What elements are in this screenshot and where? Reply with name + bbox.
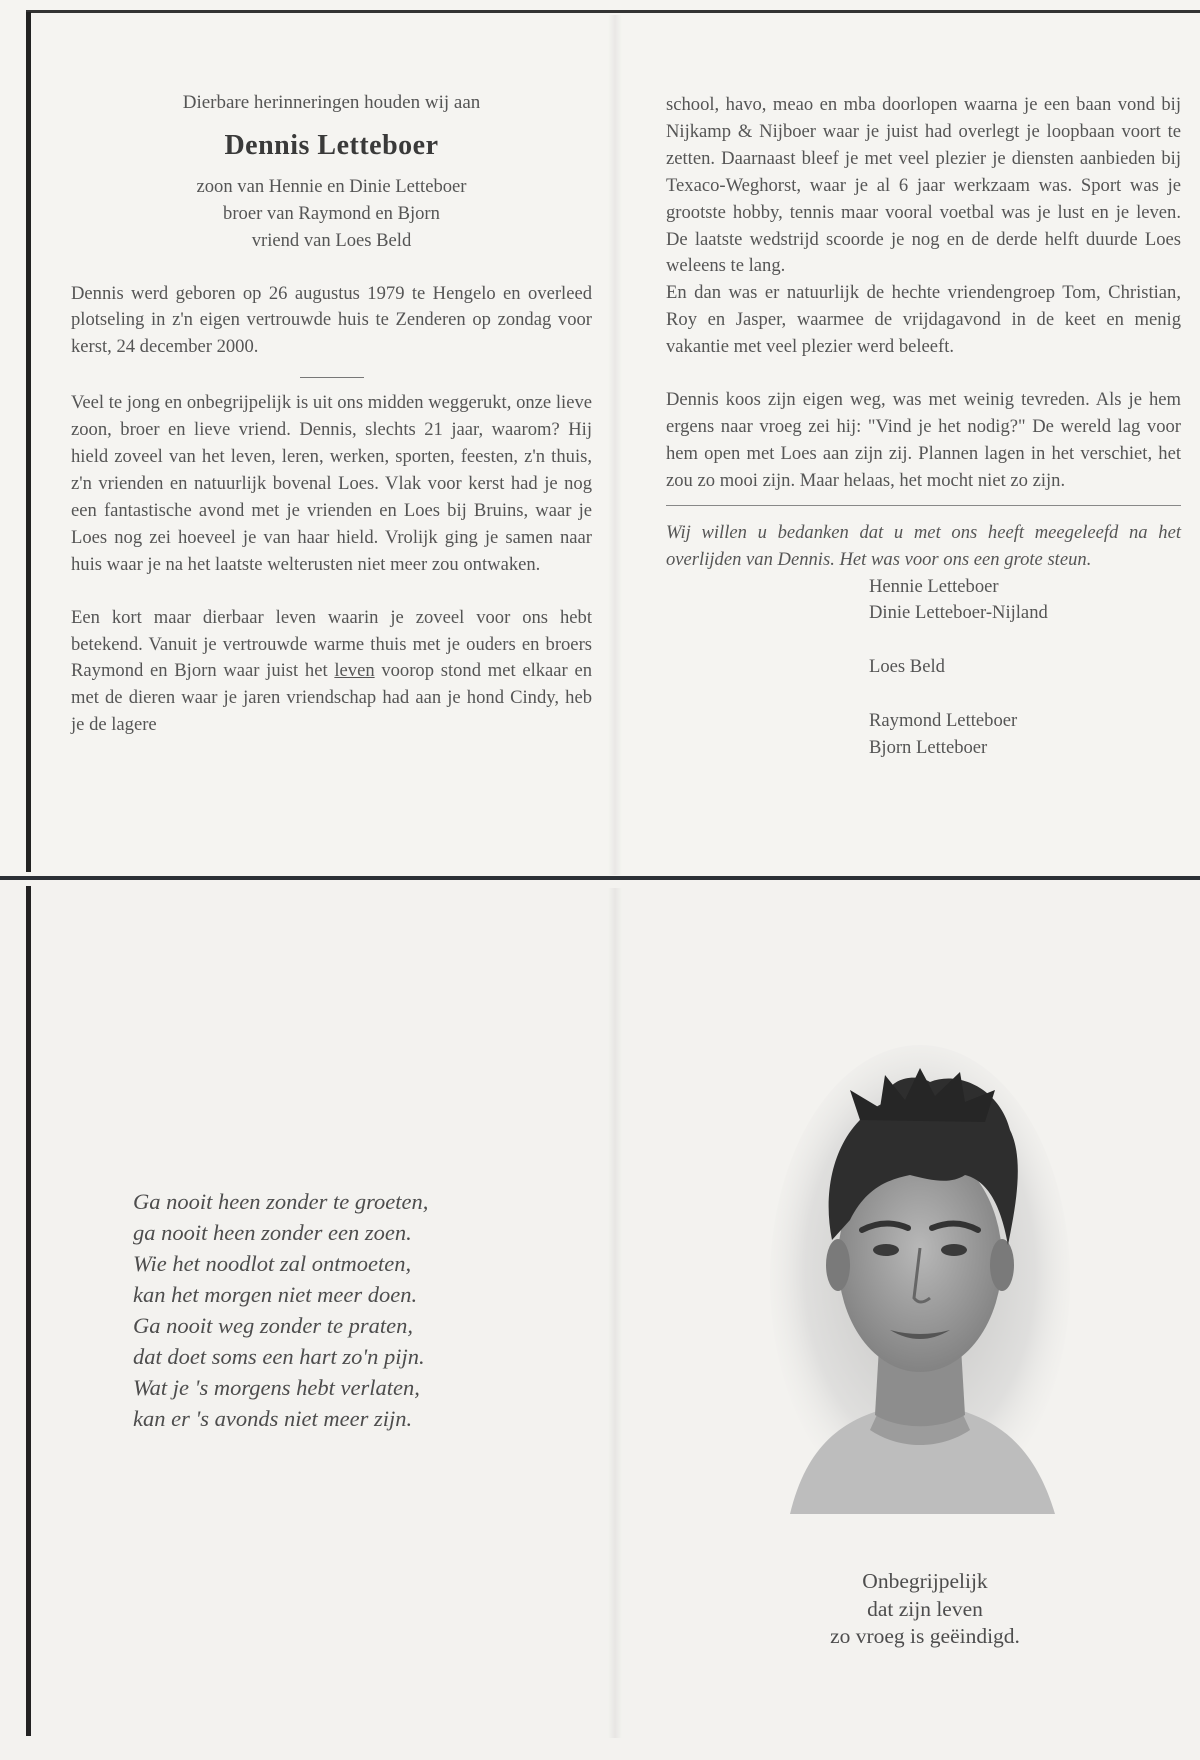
caption-line: dat zijn leven [867,1596,983,1621]
poem-line: kan het morgen niet meer doen. [133,1282,418,1307]
life-paragraph-start: Een kort maar dierbaar leven waarin je zoveel voor ons hebt betekend. Vanuit je vertrouwde warme thuis met je ouders en broers Raymond en Bjorn waar juist het [71,606,592,682]
signers-list [666,574,1181,763]
poem-line: Wie het noodlot zal ontmoeten, [133,1251,412,1276]
poem-line: dat doet soms een hart zo'n pijn. [133,1344,425,1369]
left-text-column [71,90,592,739]
poem-line: Ga nooit weg zonder te praten, [133,1313,413,1338]
life-paragraph [71,605,592,740]
relation-line: broer van Raymond en Bjorn [223,202,440,224]
spacer [666,361,1181,387]
spacer [71,255,592,281]
poem-line: ga nooit heen zonder een zoen. [133,1220,412,1245]
life-paragraph-end: voorop stond met elkaar en met de dieren waar je jaren vriendschap had aan je hond Cindy, heb je de lagere [71,660,592,736]
intro-line: Dierbare herinneringen houden wij aan [182,92,481,113]
right-text-column [666,92,1181,762]
card-left-edge [26,886,31,1736]
long-divider [666,505,1181,506]
poem-line: kan er 's avonds niet meer zijn. [133,1406,413,1431]
caption-line: Onbegrijpelijk [862,1569,988,1593]
relation-line: vriend van Loes Beld [251,229,412,251]
spacer [71,579,592,605]
portrait-photo [770,1030,1070,1514]
career-paragraph: school, havo, meao en mba doorlopen waarna je een baan vond bij Nijkamp & Nijboer waar je juist had overlegt je loopbaan voort te zetten. Daarnaast bleef je met veel plezier je diensten aanbieden bij Texaco-Weghorst, waar je al 6 jaar werkzaam was. Sport was je grootste hobby, tennis maar vooral voetbal was je lust en je leven. De laatste wedstrijd scoorde je nog en de derde helft duurde Loes weleens te lang. [666,94,1181,277]
signer-name: Hennie Letteboer [869,575,999,597]
card-fold-crease [608,888,622,1738]
card-fold-crease [608,15,622,875]
memorial-poem [133,1186,573,1434]
card-top-edge [26,10,1200,13]
signer-name: Dinie Letteboer-Nijland [869,602,1048,624]
deceased-name: Dennis Letteboer [224,129,439,161]
poem-line: Wat je 's morgens hebt verlaten, [133,1375,420,1400]
birth-paragraph: Dennis werd geboren op 26 augustus 1979 te Hengelo en overleed plotseling in z'n eigen vertrouwde huis te Zenderen op zondag voor kerst, 24 december 2000. [71,282,592,358]
signer-name: Loes Beld [869,656,945,678]
character-paragraph: Dennis koos zijn eigen weg, was met weinig tevreden. Als je hem ergens naar vroeg zei hij: "Vind je het nodig?" De wereld lag voor hem open met Loes aan zijn zij. Plannen lagen in het verschiet, het zou zo mooi zijn. Maar helaas, het mocht niet zo zijn. [666,389,1181,491]
card-left-edge [26,12,31,872]
thanks-paragraph: Wij willen u bedanken dat u met ons heeft meegeleefd na het overlijden van Dennis. Het was voor ons een grote steun. [666,521,1181,570]
signer-name: Bjorn Letteboer [869,737,988,759]
poem-line: Ga nooit heen zonder te groeten, [133,1189,429,1214]
relation-line: zoon van Hennie en Dinie Letteboer [196,175,467,197]
caption-line: zo vroeg is geëindigd. [830,1624,1020,1648]
friends-paragraph: En dan was er natuurlijk de hechte vriendengroep Tom, Christian, Roy en Jasper, waarmee de vrijdagavond in de keet en menig vakantie met veel plezier werd beleeft. [666,282,1181,358]
spacer [869,627,1181,654]
photo-caption [760,1568,1090,1651]
memorial-paragraph: Veel te jong en onbegrijpelijk is uit ons midden weggerukt, onze lieve zoon, broer en lieve vriend. Dennis, slechts 21 jaar, waarom? Hij hield zoveel van het leven, leren, werken, sporten, feesten, z'n thuis, z'n vrienden en natuurlijk bovenal Loes. Vlak voor kerst had je nog een fantastische avond met je vrienden en Loes bij Bruins, waar je Loes nog zei hoeveel je van haar hield. Vrolijk ging je samen naar huis waar je na het laatste welterusten niet meer zou ontwaken. [71,392,592,575]
signer-name: Raymond Letteboer [869,710,1018,732]
spacer [869,681,1181,708]
short-divider [300,377,364,378]
underlined-word: leven [334,660,375,682]
